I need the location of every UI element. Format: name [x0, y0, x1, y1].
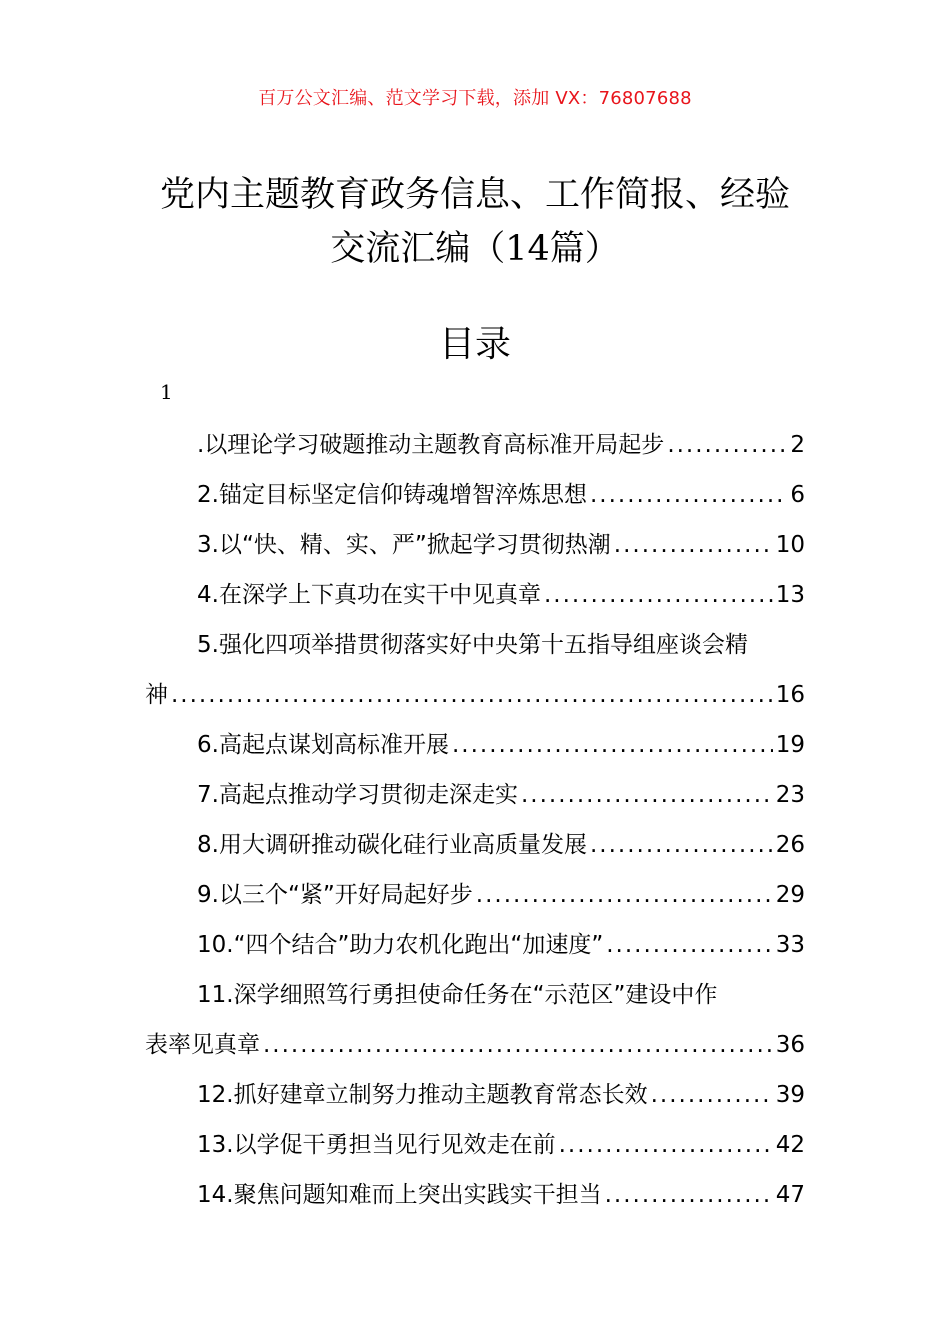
toc-page-number: 33	[775, 932, 805, 958]
toc-item	[145, 520, 805, 570]
toc-dot-leader	[521, 770, 773, 820]
toc-dot-leader	[476, 870, 773, 920]
toc-entry-link[interactable]	[145, 920, 805, 970]
toc-entry-title: 4.在深学上下真功在实干中见真章	[197, 582, 541, 608]
toc-dot-leader	[452, 720, 773, 770]
toc-item	[145, 620, 805, 720]
toc-item	[145, 820, 805, 870]
toc-dot-leader	[263, 1020, 773, 1070]
toc-entry-line	[145, 570, 805, 620]
toc-entry-title: 14.聚焦问题知难而上突出实践实干担当	[197, 1182, 602, 1208]
toc-entry-line	[145, 970, 805, 1020]
toc-entry-link[interactable]	[145, 970, 805, 1070]
toc-dot-leader	[544, 570, 773, 620]
toc-page-number: 16	[775, 682, 805, 708]
toc-entry-line	[145, 420, 805, 470]
toc-entry-link[interactable]	[145, 470, 805, 520]
toc-dot-leader	[590, 820, 773, 870]
toc-entry-line	[145, 1120, 805, 1170]
toc-item	[145, 720, 805, 770]
toc-entry-title: 2.锚定目标坚定信仰铸魂增智淬炼思想	[197, 482, 587, 508]
toc-page-number: 10	[775, 532, 805, 558]
title-line-2	[0, 222, 950, 276]
toc-dot-leader	[171, 670, 773, 720]
toc-entry-link[interactable]	[145, 520, 805, 570]
toc-entry-title: 10.“四个结合”助力农机化跑出“加速度”	[197, 932, 604, 958]
toc-item	[145, 1170, 805, 1220]
toc-dot-leader	[667, 420, 787, 470]
toc-entry-link[interactable]	[145, 620, 805, 720]
toc-entry-title: 3.以“快、精、实、严”掀起学习贯彻热潮	[197, 532, 611, 558]
toc-page-number: 36	[775, 1032, 805, 1058]
toc-page-number: 39	[775, 1082, 805, 1108]
toc-item	[145, 870, 805, 920]
title-line-2-prefix: 交流汇编（	[330, 229, 506, 269]
toc-entry-line	[145, 870, 805, 920]
toc-entry-title: 12.抓好建章立制努力推动主题教育常态长效	[197, 1082, 648, 1108]
toc-marker: 1	[160, 380, 173, 404]
toc-page-number: 26	[775, 832, 805, 858]
toc-item	[145, 570, 805, 620]
toc-item	[145, 420, 805, 470]
toc-entry-link[interactable]	[145, 570, 805, 620]
toc-entry-title: 6.高起点谋划高标准开展	[197, 732, 449, 758]
toc-entry-title: 13.以学促干勇担当见行见效走在前	[197, 1132, 556, 1158]
document-title	[0, 168, 950, 276]
toc-item	[145, 470, 805, 520]
toc-dot-leader	[651, 1070, 773, 1120]
toc-entry-link[interactable]	[145, 870, 805, 920]
toc-page-number: 29	[775, 882, 805, 908]
table-of-contents	[145, 420, 805, 1220]
toc-entry-title: 9.以三个“紧”开好局起好步	[197, 882, 473, 908]
toc-entry-link[interactable]	[145, 770, 805, 820]
title-line-2-suffix: 篇）	[549, 229, 620, 269]
toc-entry-link[interactable]	[145, 1120, 805, 1170]
toc-page-number: 2	[790, 432, 805, 458]
toc-item	[145, 970, 805, 1070]
toc-entry-link[interactable]	[145, 1070, 805, 1120]
toc-item	[145, 920, 805, 970]
toc-entry-continuation-line	[145, 1020, 805, 1070]
toc-entry-title: 7.高起点推动学习贯彻走深走实	[197, 782, 518, 808]
toc-entry-title-continuation: 表率见真章	[145, 1032, 260, 1058]
toc-entry-title-continuation: 神	[145, 682, 168, 708]
title-article-count: 14	[505, 229, 550, 269]
toc-heading: 目录	[438, 324, 511, 365]
toc-entry-line	[145, 770, 805, 820]
toc-page-number: 42	[775, 1132, 805, 1158]
toc-dot-leader	[590, 470, 787, 520]
toc-item	[145, 770, 805, 820]
toc-entry-line	[145, 1070, 805, 1120]
toc-dot-leader	[614, 520, 773, 570]
toc-entry-line	[145, 1170, 805, 1220]
toc-page-number: 6	[790, 482, 805, 508]
toc-entry-continuation-line	[145, 670, 805, 720]
toc-entry-title: 5.强化四项举措贯彻落实好中央第十五指导组座谈会精	[197, 632, 748, 658]
toc-page-number: 19	[775, 732, 805, 758]
toc-entry-link[interactable]	[145, 420, 805, 470]
toc-dot-leader	[606, 920, 772, 970]
toc-entry-line	[145, 820, 805, 870]
toc-entry-title: 11.深学细照笃行勇担使命任务在“示范区”建设中作	[197, 982, 718, 1008]
toc-item	[145, 1120, 805, 1170]
toc-entry-title: 8.用大调研推动碳化硅行业高质量发展	[197, 832, 587, 858]
toc-entry-link[interactable]	[145, 720, 805, 770]
download-banner: 百万公文汇编、范文学习下载，添加 VX：76807688	[258, 88, 692, 109]
toc-page-number: 47	[775, 1182, 805, 1208]
toc-dot-leader	[559, 1120, 773, 1170]
toc-entry-link[interactable]	[145, 820, 805, 870]
toc-page-number: 13	[775, 582, 805, 608]
toc-page-number: 23	[775, 782, 805, 808]
toc-item	[145, 1070, 805, 1120]
toc-entry-line	[145, 720, 805, 770]
toc-entry-line	[145, 520, 805, 570]
toc-entry-line	[145, 470, 805, 520]
title-line-1: 党内主题教育政务信息、工作简报、经验	[159, 175, 790, 215]
toc-entry-line	[145, 620, 805, 670]
toc-entry-title: .以理论学习破题推动主题教育高标准开局起步	[197, 432, 665, 458]
toc-entry-link[interactable]	[145, 1170, 805, 1220]
toc-entry-line	[145, 920, 805, 970]
toc-dot-leader	[605, 1170, 773, 1220]
